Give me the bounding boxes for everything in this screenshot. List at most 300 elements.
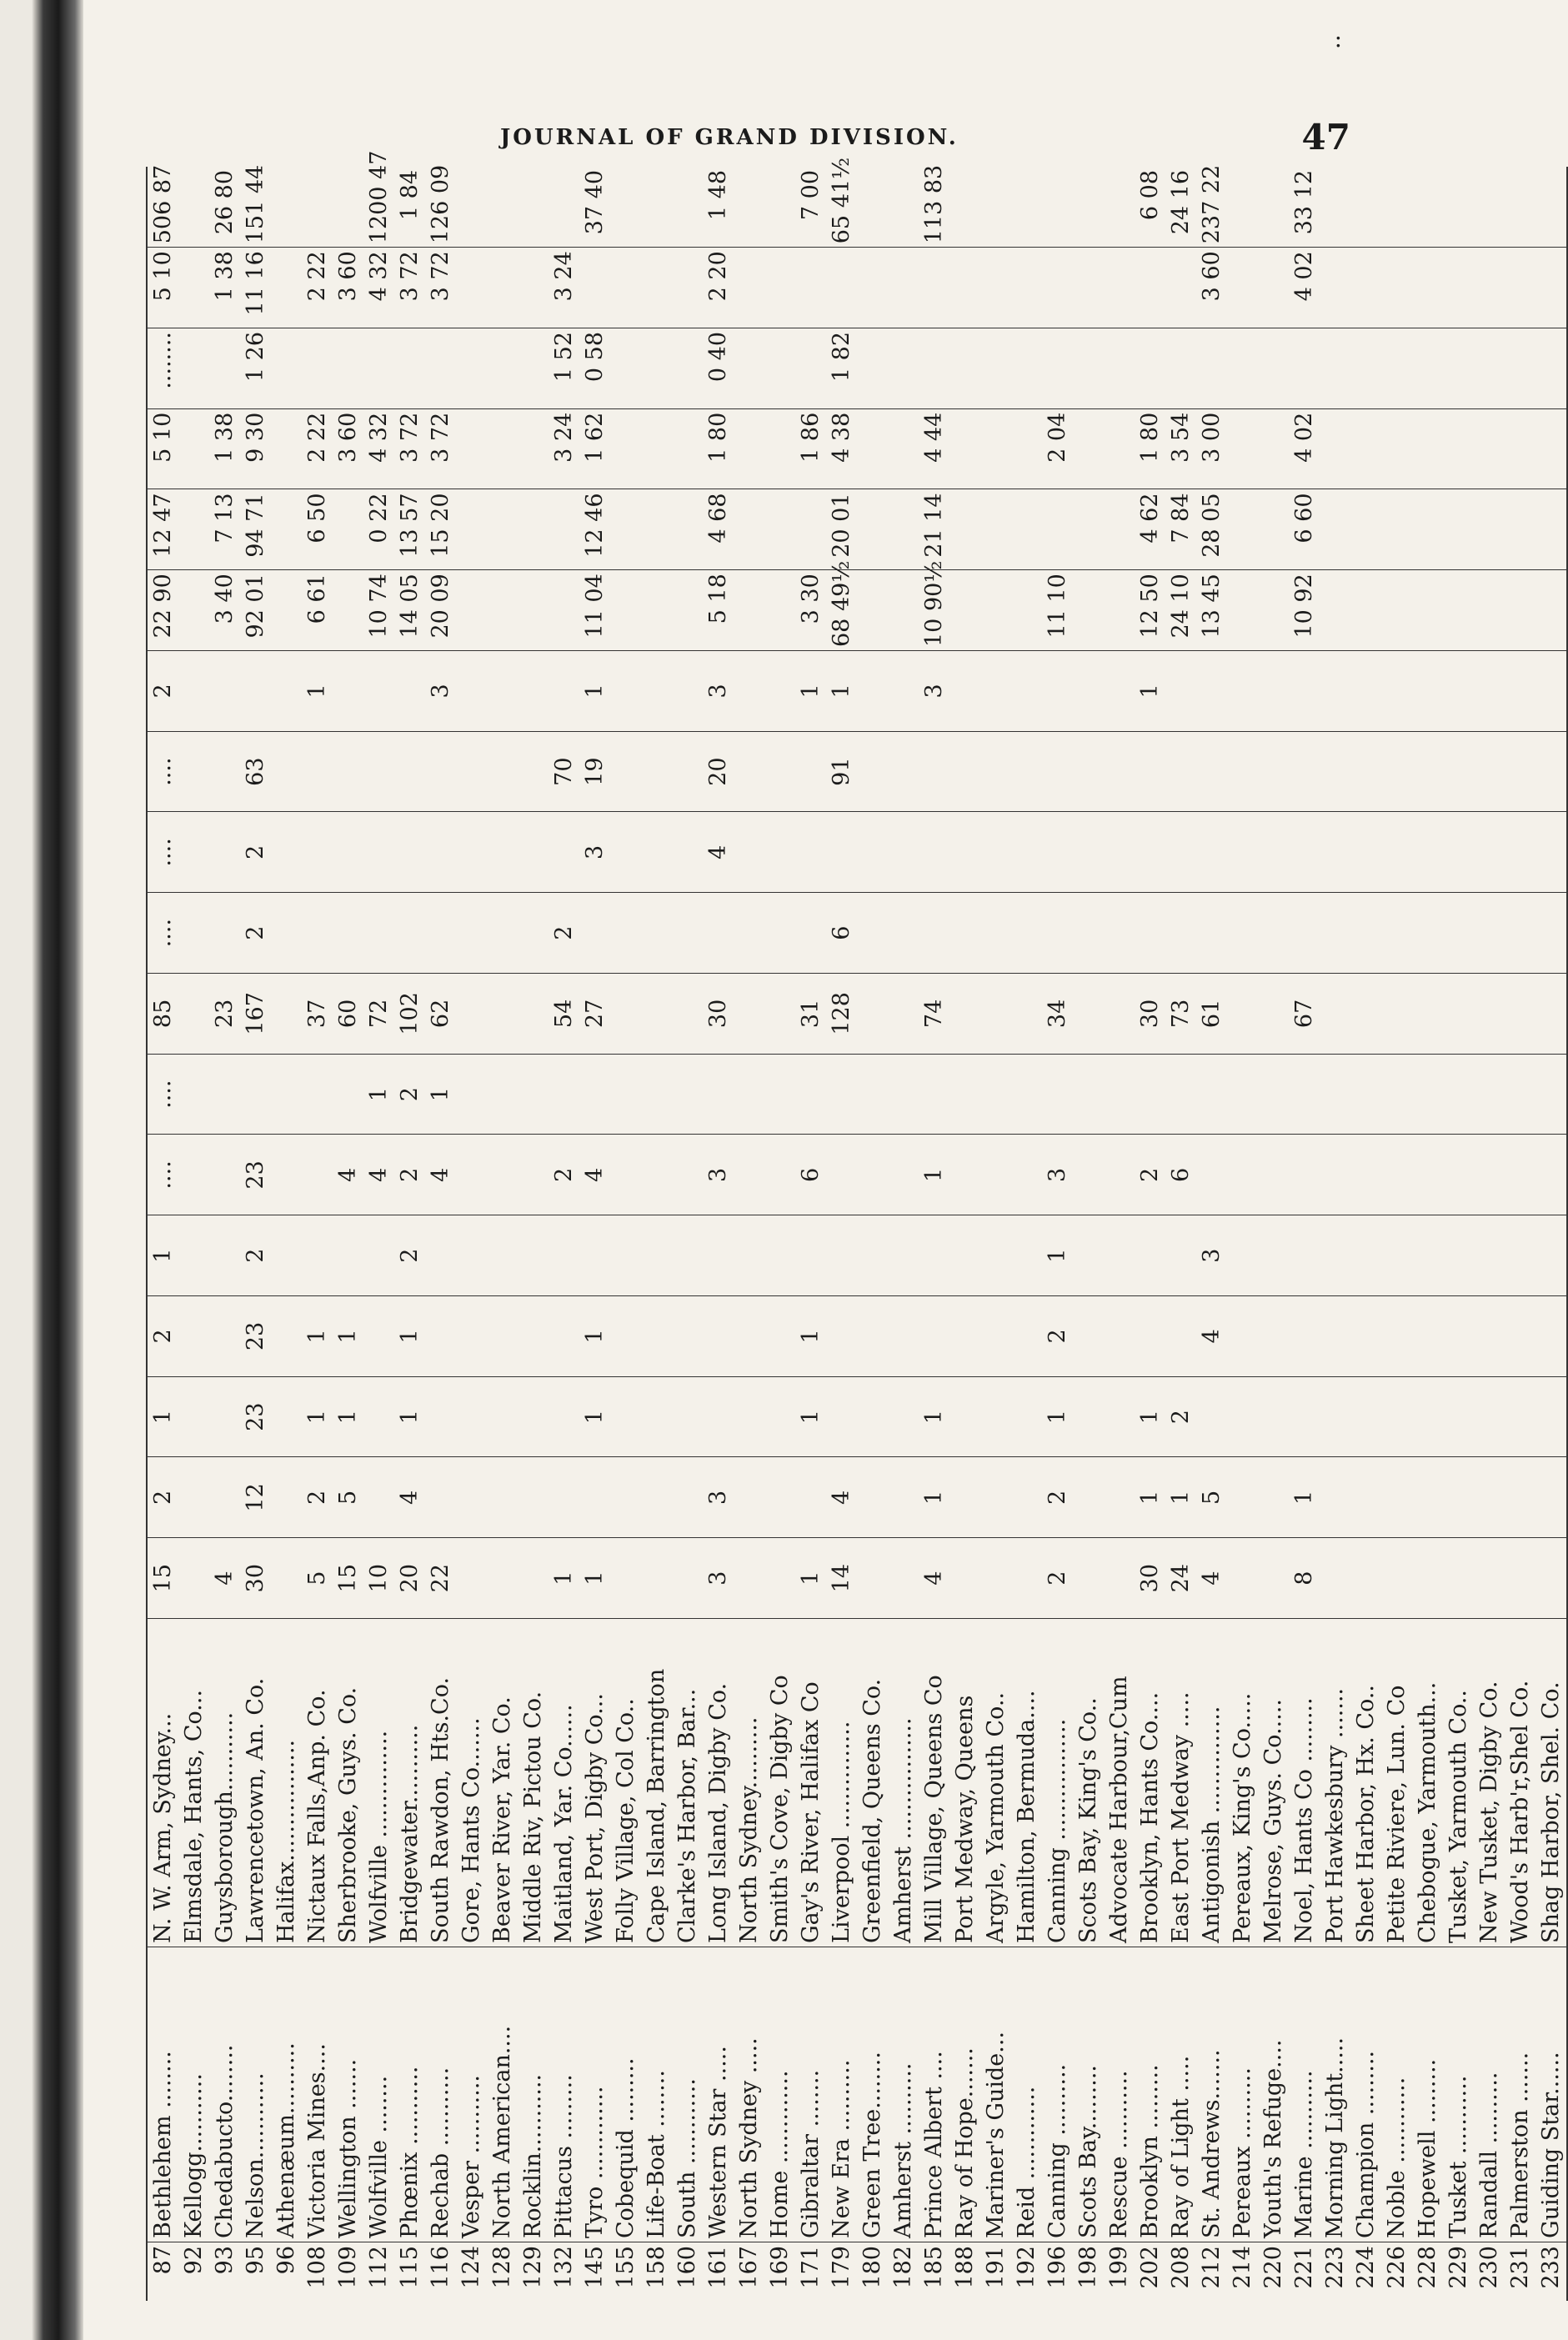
- count-cell: [363, 731, 394, 812]
- amount-cell: [518, 489, 549, 570]
- count-cell: [919, 812, 949, 893]
- count-cell: [456, 731, 487, 812]
- count-cell: [1165, 812, 1196, 893]
- amount-cell: [487, 489, 518, 570]
- division-number: 132: [551, 2246, 577, 2289]
- count-cell: [178, 1538, 209, 1619]
- count-cell: [1505, 893, 1535, 974]
- count-cell: [764, 1376, 795, 1457]
- count-cell: [518, 1376, 549, 1457]
- count-cell: 3: [1196, 1215, 1227, 1296]
- count-cell: [1443, 1054, 1474, 1135]
- count-cell: 1: [826, 651, 857, 732]
- count-cell: 1: [795, 1538, 826, 1619]
- count-cell: [764, 812, 795, 893]
- count-cell: 3: [579, 812, 610, 893]
- count-cell: [363, 1457, 394, 1538]
- division-name: Rechab ...........: [425, 1947, 456, 2242]
- count-cell: 24: [1165, 1538, 1196, 1619]
- page-number: 47: [1301, 117, 1350, 158]
- count-cell: 1: [579, 651, 610, 732]
- division-name: Cobequid .........: [610, 1947, 641, 2242]
- amount-cell: [610, 489, 641, 570]
- amount-cell: [949, 248, 980, 328]
- division-name: Pereaux ..........: [1227, 1947, 1258, 2242]
- amount-cell: [857, 328, 888, 409]
- count-cell: [1258, 1538, 1289, 1619]
- count-cell: [271, 1215, 302, 1296]
- count-cell: 10: [363, 1538, 394, 1619]
- count-cell: [1165, 893, 1196, 974]
- division-name: North American....: [487, 1947, 518, 2242]
- amount-cell: [764, 328, 795, 409]
- count-cell: [703, 1376, 734, 1457]
- count-cell: 1: [394, 1376, 425, 1457]
- count-cell: 2: [549, 1135, 579, 1215]
- amount-cell: 26 80: [209, 167, 240, 248]
- count-cell: 2: [240, 1215, 271, 1296]
- count-cell: [1104, 1538, 1135, 1619]
- count-cell: 3: [703, 1135, 734, 1215]
- division-name: Morning Light.....: [1320, 1947, 1350, 2242]
- count-cell: [333, 1215, 363, 1296]
- amount-cell: [1350, 489, 1381, 570]
- count-cell: [1381, 731, 1412, 812]
- amount-cell: [1474, 570, 1505, 651]
- amount-cell: [1350, 248, 1381, 328]
- division-number: 192: [1014, 2246, 1039, 2289]
- count-cell: [1289, 1135, 1320, 1215]
- count-cell: [456, 1215, 487, 1296]
- division-number: 228: [1415, 2246, 1440, 2289]
- division-location: Greenfield, Queens Co.: [857, 1619, 888, 1947]
- count-cell: [178, 1296, 209, 1377]
- count-cell: [333, 812, 363, 893]
- count-cell: [425, 1215, 456, 1296]
- amount-cell: 3 72: [394, 248, 425, 328]
- division-name: Brooklyn .........: [1135, 1947, 1165, 2242]
- amount-cell: [795, 328, 826, 409]
- division-location: Clarke's Harbor, Bar...: [672, 1619, 703, 1947]
- division-number: 92: [181, 2246, 207, 2275]
- amount-cell: 28 05: [1196, 489, 1227, 570]
- division-name: Vesper ...........: [456, 1947, 487, 2242]
- count-cell: 6: [795, 1135, 826, 1215]
- amount-cell: [1104, 167, 1135, 248]
- count-cell: [1320, 893, 1350, 974]
- count-cell: [1412, 1538, 1443, 1619]
- count-cell: [1381, 1135, 1412, 1215]
- amount-cell: [610, 570, 641, 651]
- count-cell: [1474, 1376, 1505, 1457]
- count-cell: [1196, 1135, 1227, 1215]
- amount-cell: [209, 328, 240, 409]
- count-cell: [1258, 1296, 1289, 1377]
- count-cell: 2: [394, 1054, 425, 1135]
- amount-cell: [641, 408, 672, 489]
- count-cell: [518, 1457, 549, 1538]
- amount-cell: [1104, 570, 1135, 651]
- count-cell: [734, 812, 764, 893]
- count-cell: [1381, 1538, 1412, 1619]
- count-cell: [857, 974, 888, 1055]
- table-row: [549, 167, 579, 2301]
- amount-cell: [1350, 328, 1381, 409]
- amount-cell: 4 44: [919, 408, 949, 489]
- count-cell: [980, 893, 1011, 974]
- count-cell: [1443, 651, 1474, 732]
- count-cell: [826, 1376, 857, 1457]
- amount-cell: [734, 167, 764, 248]
- count-cell: 4: [579, 1135, 610, 1215]
- count-cell: 1: [1165, 1457, 1196, 1538]
- division-name: Phœnix ...........: [394, 1947, 425, 2242]
- count-cell: [1011, 1457, 1042, 1538]
- count-cell: [1073, 1215, 1104, 1296]
- amount-cell: [1412, 248, 1443, 328]
- division-name: Canning ..........: [1042, 1947, 1073, 2242]
- count-cell: ....: [147, 893, 178, 974]
- amount-cell: [549, 167, 579, 248]
- count-cell: [549, 1215, 579, 1296]
- count-cell: [549, 651, 579, 732]
- table-row: [1535, 167, 1567, 2301]
- amount-cell: [1505, 408, 1535, 489]
- division-name: Life-Boat ........: [641, 1947, 672, 2242]
- amount-cell: [949, 570, 980, 651]
- count-cell: [1135, 812, 1165, 893]
- count-cell: [734, 1215, 764, 1296]
- count-cell: [579, 1215, 610, 1296]
- count-cell: [178, 974, 209, 1055]
- count-cell: 2: [1165, 1376, 1196, 1457]
- amount-cell: [1443, 570, 1474, 651]
- division-number: 231: [1507, 2246, 1533, 2289]
- amount-cell: 21 14: [919, 489, 949, 570]
- count-cell: [1011, 651, 1042, 732]
- count-cell: [1505, 1135, 1535, 1215]
- division-number: 198: [1075, 2246, 1101, 2289]
- count-cell: [487, 1296, 518, 1377]
- count-cell: [456, 1538, 487, 1619]
- amount-cell: [1258, 328, 1289, 409]
- division-number: 161: [705, 2246, 731, 2289]
- count-cell: [764, 731, 795, 812]
- count-cell: [518, 1215, 549, 1296]
- count-cell: [1474, 1215, 1505, 1296]
- count-cell: [641, 1457, 672, 1538]
- count-cell: 15: [333, 1538, 363, 1619]
- count-cell: [518, 651, 549, 732]
- amount-cell: [1196, 328, 1227, 409]
- count-cell: [1289, 812, 1320, 893]
- count-cell: [549, 1054, 579, 1135]
- count-cell: [949, 1376, 980, 1457]
- amount-cell: 1 38: [209, 248, 240, 328]
- amount-cell: [333, 328, 363, 409]
- count-cell: [363, 893, 394, 974]
- amount-cell: [487, 248, 518, 328]
- count-cell: [1412, 1215, 1443, 1296]
- count-cell: [1196, 731, 1227, 812]
- count-cell: [394, 893, 425, 974]
- amount-cell: [456, 570, 487, 651]
- count-cell: 70: [549, 731, 579, 812]
- amount-cell: [1381, 328, 1412, 409]
- amount-cell: [1258, 248, 1289, 328]
- division-name: Randall ..........: [1474, 1947, 1505, 2242]
- count-cell: [1011, 812, 1042, 893]
- amount-cell: [795, 248, 826, 328]
- count-cell: 1: [147, 1376, 178, 1457]
- count-cell: [487, 1135, 518, 1215]
- amount-cell: 37 40: [579, 167, 610, 248]
- count-cell: 1: [1135, 1457, 1165, 1538]
- count-cell: [888, 1538, 919, 1619]
- count-cell: [1474, 893, 1505, 974]
- count-cell: [1412, 731, 1443, 812]
- count-cell: [518, 974, 549, 1055]
- count-cell: [1535, 1538, 1567, 1619]
- table-row: [271, 167, 302, 2301]
- division-location: Guysborough...........: [209, 1619, 240, 1947]
- count-cell: [1350, 731, 1381, 812]
- amount-cell: [1505, 167, 1535, 248]
- count-cell: [1535, 893, 1567, 974]
- count-cell: 1: [147, 1215, 178, 1296]
- amount-cell: 9 30: [240, 408, 271, 489]
- count-cell: 1: [1042, 1376, 1073, 1457]
- division-number: 199: [1106, 2246, 1132, 2289]
- amount-cell: [1474, 167, 1505, 248]
- count-cell: [672, 1457, 703, 1538]
- amount-cell: [1474, 328, 1505, 409]
- count-cell: [734, 893, 764, 974]
- division-location: Argyle, Yarmouth Co..: [980, 1619, 1011, 1947]
- count-cell: [1350, 1538, 1381, 1619]
- amount-cell: [888, 489, 919, 570]
- amount-cell: [1165, 328, 1196, 409]
- amount-cell: [1258, 167, 1289, 248]
- count-cell: [1320, 1135, 1350, 1215]
- count-cell: [456, 1135, 487, 1215]
- count-cell: [1073, 1376, 1104, 1457]
- division-location: Beaver River, Yar. Co.: [487, 1619, 518, 1947]
- amount-cell: 68 49½: [826, 570, 857, 651]
- count-cell: 4: [919, 1538, 949, 1619]
- count-cell: [271, 1135, 302, 1215]
- division-location: North Sydney..........: [734, 1619, 764, 1947]
- count-cell: [949, 1457, 980, 1538]
- amount-cell: 1 82: [826, 328, 857, 409]
- count-cell: [888, 1135, 919, 1215]
- amount-cell: 12 46: [579, 489, 610, 570]
- division-location: Cape Island, Barrington: [641, 1619, 672, 1947]
- count-cell: [734, 651, 764, 732]
- count-cell: [826, 1054, 857, 1135]
- count-cell: [394, 812, 425, 893]
- amount-cell: [734, 248, 764, 328]
- amount-cell: 24 16: [1165, 167, 1196, 248]
- count-cell: [456, 1457, 487, 1538]
- amount-cell: 4 02: [1289, 408, 1320, 489]
- count-cell: 3: [703, 651, 734, 732]
- count-cell: [1505, 812, 1535, 893]
- count-cell: [1258, 1054, 1289, 1135]
- count-cell: [456, 893, 487, 974]
- count-cell: [209, 1215, 240, 1296]
- division-number: 160: [674, 2246, 700, 2289]
- amount-cell: [271, 328, 302, 409]
- count-cell: [1350, 1296, 1381, 1377]
- amount-cell: [610, 167, 641, 248]
- amount-cell: [1381, 489, 1412, 570]
- count-cell: [1042, 651, 1073, 732]
- amount-cell: [1042, 248, 1073, 328]
- amount-cell: [549, 570, 579, 651]
- division-name: Wellington .......: [333, 1947, 363, 2242]
- division-location: Canning .................: [1042, 1619, 1073, 1947]
- count-cell: [1011, 731, 1042, 812]
- amount-cell: [333, 570, 363, 651]
- count-cell: 23: [240, 1135, 271, 1215]
- count-cell: [209, 651, 240, 732]
- amount-cell: 7 13: [209, 489, 240, 570]
- amount-cell: [672, 248, 703, 328]
- amount-cell: [1535, 248, 1567, 328]
- table-row: [1350, 167, 1381, 2301]
- amount-cell: 0 58: [579, 328, 610, 409]
- count-cell: [1227, 1538, 1258, 1619]
- table-row: [672, 167, 703, 2301]
- count-cell: [394, 731, 425, 812]
- amount-cell: 92 01: [240, 570, 271, 651]
- division-number: 93: [212, 2246, 238, 2275]
- count-cell: [1350, 1215, 1381, 1296]
- count-cell: [672, 1215, 703, 1296]
- count-cell: [795, 812, 826, 893]
- count-cell: [610, 974, 641, 1055]
- amount-cell: 1 80: [703, 408, 734, 489]
- table-row: [394, 167, 425, 2301]
- count-cell: [1350, 812, 1381, 893]
- amount-cell: 10 90½: [919, 570, 949, 651]
- count-cell: [1443, 1215, 1474, 1296]
- count-cell: [209, 1376, 240, 1457]
- count-cell: 4: [209, 1538, 240, 1619]
- count-cell: 2: [240, 812, 271, 893]
- count-cell: [857, 731, 888, 812]
- table-row: [518, 167, 549, 2301]
- count-cell: [456, 974, 487, 1055]
- amount-cell: [1227, 408, 1258, 489]
- count-cell: [980, 974, 1011, 1055]
- amount-cell: 3 24: [549, 248, 579, 328]
- count-cell: [1412, 893, 1443, 974]
- count-cell: [641, 731, 672, 812]
- count-cell: [764, 1296, 795, 1377]
- count-cell: [919, 893, 949, 974]
- count-cell: [1289, 1376, 1320, 1457]
- count-cell: [1350, 1376, 1381, 1457]
- division-location: Amherst .................: [888, 1619, 919, 1947]
- count-cell: 102: [394, 974, 425, 1055]
- amount-cell: [1474, 408, 1505, 489]
- amount-cell: 237 22: [1196, 167, 1227, 248]
- count-cell: 3: [919, 651, 949, 732]
- count-cell: [1443, 974, 1474, 1055]
- count-cell: [949, 1215, 980, 1296]
- count-cell: [949, 893, 980, 974]
- division-number: 179: [829, 2246, 854, 2289]
- count-cell: [549, 812, 579, 893]
- division-location: Gay's River, Halifax Co: [795, 1619, 826, 1947]
- division-name: South ............: [672, 1947, 703, 2242]
- amount-cell: [271, 167, 302, 248]
- amount-cell: [1289, 328, 1320, 409]
- division-number: 202: [1137, 2246, 1163, 2289]
- division-location: Port Medway, Queens: [949, 1619, 980, 1947]
- count-cell: [271, 893, 302, 974]
- count-cell: [980, 1135, 1011, 1215]
- count-cell: 2: [394, 1215, 425, 1296]
- journal-title: JOURNAL OF GRAND DIVISION.: [500, 125, 959, 150]
- amount-cell: [1412, 570, 1443, 651]
- amount-cell: [857, 167, 888, 248]
- count-cell: 2: [394, 1135, 425, 1215]
- count-cell: [641, 1538, 672, 1619]
- table-row: [857, 167, 888, 2301]
- count-cell: [641, 974, 672, 1055]
- count-cell: [425, 1376, 456, 1457]
- count-cell: [1042, 731, 1073, 812]
- count-cell: [518, 731, 549, 812]
- count-cell: [178, 731, 209, 812]
- amount-cell: [734, 489, 764, 570]
- count-cell: [641, 1054, 672, 1135]
- count-cell: [1381, 1054, 1412, 1135]
- division-name: Ray of Hope.......: [949, 1947, 980, 2242]
- count-cell: [425, 893, 456, 974]
- count-cell: 2: [1042, 1296, 1073, 1377]
- count-cell: [579, 1457, 610, 1538]
- amount-cell: 4 62: [1135, 489, 1165, 570]
- count-cell: [888, 1376, 919, 1457]
- count-cell: [1042, 1054, 1073, 1135]
- count-cell: [1320, 1538, 1350, 1619]
- count-cell: [487, 812, 518, 893]
- division-name: Rocklin...........: [518, 1947, 549, 2242]
- division-name: Hopewell .........: [1412, 1947, 1443, 2242]
- division-location: Maitland, Yar. Co......: [549, 1619, 579, 1947]
- count-cell: [1474, 731, 1505, 812]
- count-cell: [1227, 974, 1258, 1055]
- division-location: Folly Village, Col Co..: [610, 1619, 641, 1947]
- count-cell: [672, 1296, 703, 1377]
- count-cell: [1227, 812, 1258, 893]
- count-cell: [1104, 1054, 1135, 1135]
- count-cell: [209, 1296, 240, 1377]
- count-cell: [888, 812, 919, 893]
- amount-cell: [1011, 328, 1042, 409]
- count-cell: [672, 893, 703, 974]
- division-number: 112: [366, 2246, 392, 2289]
- count-cell: [672, 1376, 703, 1457]
- table-body: [147, 150, 1567, 2301]
- count-cell: [1196, 1054, 1227, 1135]
- division-name: Scots Bay.........: [1073, 1947, 1104, 2242]
- division-name: Prince Albert ....: [919, 1947, 949, 2242]
